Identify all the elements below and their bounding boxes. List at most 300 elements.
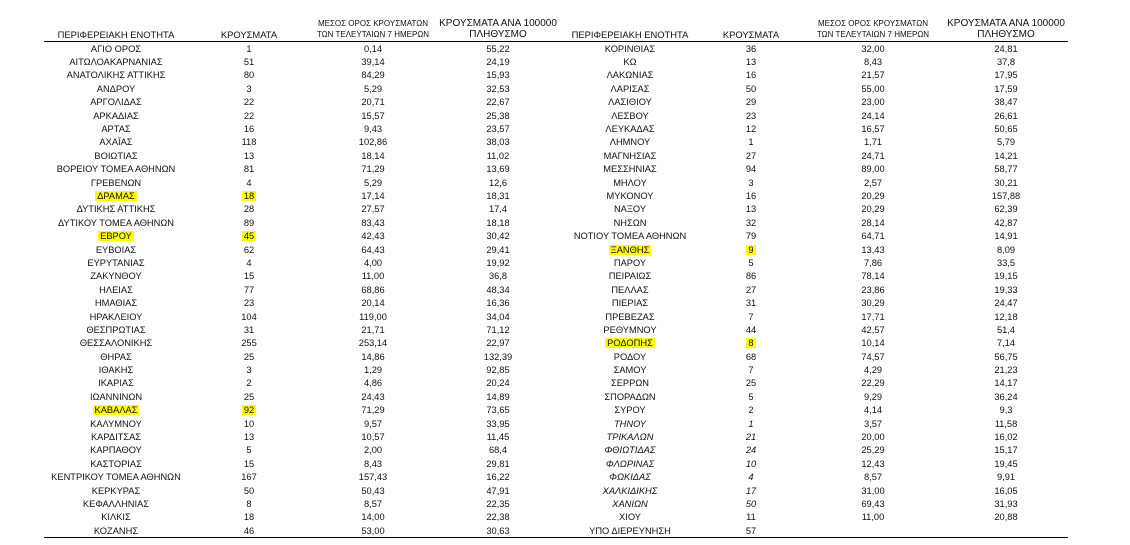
per-100k-cell xyxy=(944,136,1068,149)
avg-cell xyxy=(310,296,436,309)
region-cell-text: ΒΟΡΕΙΟΥ ΤΟΜΕΑ ΑΘΗΝΩΝ xyxy=(56,164,176,175)
cases-cell-text: 50 xyxy=(745,498,757,509)
avg-cell xyxy=(310,216,436,229)
cases-cell xyxy=(188,444,310,457)
cases-cell-text: 32 xyxy=(745,217,757,228)
table-row xyxy=(44,310,560,323)
per-100k-cell-text: 47,91 xyxy=(486,485,510,496)
table-row xyxy=(44,163,560,176)
cases-cell xyxy=(188,471,310,484)
avg-cell-text: 69,43 xyxy=(861,498,885,509)
cases-cell-text: 25 xyxy=(745,378,757,389)
avg-cell xyxy=(802,163,944,176)
per-100k-cell xyxy=(944,323,1068,336)
table-row xyxy=(44,524,560,538)
per-100k-cell xyxy=(944,457,1068,470)
cases-cell-text: 36 xyxy=(745,43,757,54)
cases-cell-text: 1 xyxy=(748,418,754,429)
per-100k-cell-text: 25,38 xyxy=(486,110,510,121)
cases-cell-text: 255 xyxy=(241,338,257,349)
cases-cell xyxy=(188,363,310,376)
avg-cell-text: 253,14 xyxy=(358,338,388,349)
region-cell xyxy=(560,511,700,524)
table-row xyxy=(44,69,560,82)
table-row xyxy=(560,69,1068,82)
cases-cell xyxy=(188,350,310,363)
cases-cell xyxy=(188,136,310,149)
per-100k-cell-text: 11,58 xyxy=(994,418,1018,429)
region-cell xyxy=(560,404,700,417)
per-100k-cell xyxy=(436,296,560,309)
region-cell-text: ΚΑΡΔΙΤΣΑΣ xyxy=(90,432,142,443)
avg-cell xyxy=(802,377,944,390)
cases-cell-text: 11 xyxy=(746,512,756,523)
per-100k-cell xyxy=(944,55,1068,68)
table-row xyxy=(560,96,1068,109)
region-cell xyxy=(44,189,188,202)
cases-cell xyxy=(700,270,802,283)
per-100k-cell-text: 34,04 xyxy=(486,311,510,322)
avg-cell-text: 1,29 xyxy=(363,365,383,376)
avg-cell xyxy=(802,82,944,95)
table-header-row xyxy=(560,18,1068,42)
cases-cell xyxy=(188,390,310,403)
cases-cell-text: 16 xyxy=(243,124,255,135)
cases-cell xyxy=(700,109,802,122)
cases-cell-text: 10 xyxy=(243,418,255,429)
region-cell-text: ΣΠΟΡΑΔΩΝ xyxy=(604,391,656,402)
avg-cell-text: 15,57 xyxy=(361,110,385,121)
table-header-row xyxy=(44,18,560,42)
avg-cell xyxy=(310,444,436,457)
region-cell-text: ΠΙΕΡΙΑΣ xyxy=(611,298,649,309)
table-row xyxy=(44,511,560,524)
avg-cell-text: 24,14 xyxy=(861,110,885,121)
avg-cell-text: 9,43 xyxy=(363,124,383,135)
region-cell-text: ΧΑΛΚΙΔΙΚΗΣ xyxy=(602,485,658,496)
region-cell xyxy=(44,363,188,376)
table-row xyxy=(560,203,1068,216)
region-cell xyxy=(560,176,700,189)
cases-cell xyxy=(700,256,802,269)
per-100k-cell xyxy=(944,216,1068,229)
region-cell xyxy=(560,296,700,309)
avg-cell-text: 50,43 xyxy=(361,485,385,496)
cases-cell xyxy=(700,96,802,109)
per-100k-cell-text: 38,03 xyxy=(486,137,510,148)
header-per-line2: ΠΛΗΘΥΣΜΟ xyxy=(469,29,527,40)
per-100k-cell xyxy=(436,229,560,242)
per-100k-cell xyxy=(436,457,560,470)
region-cell-text: ΛΑΣΙΘΙΟΥ xyxy=(608,97,652,108)
region-cell-text: ΑΧΑΪΑΣ xyxy=(99,137,133,148)
table-row xyxy=(44,203,560,216)
per-100k-cell-text: 26,61 xyxy=(994,110,1018,121)
table-row xyxy=(560,216,1068,229)
per-100k-cell-text: 68,4 xyxy=(488,445,508,456)
avg-cell xyxy=(310,430,436,443)
region-cell-text: ΦΘΙΩΤΙΔΑΣ xyxy=(604,445,656,456)
per-100k-cell-text: 19,92 xyxy=(486,257,510,268)
region-cell xyxy=(44,310,188,323)
per-100k-cell xyxy=(944,96,1068,109)
cases-cell xyxy=(188,497,310,510)
cases-cell xyxy=(700,337,802,350)
cases-cell xyxy=(188,457,310,470)
region-cell-text: ΦΛΩΡΙΝΑΣ xyxy=(605,458,655,469)
avg-cell xyxy=(802,176,944,189)
cases-cell xyxy=(700,444,802,457)
avg-cell xyxy=(310,484,436,497)
per-100k-cell xyxy=(436,484,560,497)
avg-cell xyxy=(310,417,436,430)
avg-cell-text: 20,29 xyxy=(861,190,885,201)
table-row xyxy=(44,377,560,390)
per-100k-cell-text: 14,21 xyxy=(994,150,1018,161)
avg-cell-text: 22,29 xyxy=(861,378,885,389)
cases-cell xyxy=(188,96,310,109)
per-100k-cell-text: 7,14 xyxy=(996,338,1016,349)
region-cell-text: ΜΗΛΟΥ xyxy=(613,177,647,188)
per-100k-cell xyxy=(944,149,1068,162)
cases-cell xyxy=(188,243,310,256)
cases-cell-text: 3 xyxy=(748,177,754,188)
table-row xyxy=(44,497,560,510)
cases-cell xyxy=(700,323,802,336)
avg-cell xyxy=(310,82,436,95)
cases-cell-text: 3 xyxy=(246,83,252,94)
per-100k-cell xyxy=(436,444,560,457)
per-100k-cell-text: 55,22 xyxy=(486,43,510,54)
avg-cell-text: 10,14 xyxy=(861,338,885,349)
per-100k-cell xyxy=(436,216,560,229)
cases-cell-text: 4 xyxy=(748,472,754,483)
avg-cell-text: 68,86 xyxy=(361,284,385,295)
per-100k-cell-text: 15,93 xyxy=(486,70,510,81)
table-row xyxy=(44,390,560,403)
cases-cell xyxy=(188,122,310,135)
avg-cell xyxy=(802,296,944,309)
region-cell-text: ΥΠΟ ΔΙΕΡΕΥΝΗΣΗ xyxy=(589,525,671,536)
region-cell-text: ΗΜΑΘΙΑΣ xyxy=(94,298,138,309)
region-cell-text: ΑΡΚΑΔΙΑΣ xyxy=(93,110,139,121)
cases-cell xyxy=(700,296,802,309)
region-cell xyxy=(560,189,700,202)
cases-cell-text: 24 xyxy=(745,445,757,456)
region-cell-text: ΚΕΡΚΥΡΑΣ xyxy=(91,485,141,496)
per-100k-cell-text: 20,24 xyxy=(486,378,510,389)
header-avg-line1: ΜΕΣΟΣ ΟΡΟΣ ΚΡΟΥΣΜΑΤΩΝ xyxy=(817,19,929,28)
region-cell xyxy=(44,390,188,403)
region-cell-text: ΞΑΝΘΗΣ xyxy=(610,244,650,255)
avg-cell-text: 20,00 xyxy=(861,432,885,443)
region-cell-text: ΜΥΚΟΝΟΥ xyxy=(606,190,654,201)
cases-cell-text: 80 xyxy=(243,70,255,81)
cases-cell-text: 13 xyxy=(243,150,255,161)
per-100k-cell xyxy=(436,243,560,256)
per-100k-cell xyxy=(436,96,560,109)
region-cell-text: ΚΑΒΑΛΑΣ xyxy=(94,405,138,416)
avg-cell-text: 42,57 xyxy=(861,324,885,335)
region-cell-text: ΠΡΕΒΕΖΑΣ xyxy=(605,311,655,322)
region-cell xyxy=(560,430,700,443)
per-100k-cell-text: 9,91 xyxy=(996,472,1016,483)
per-100k-cell-text: 33,95 xyxy=(486,418,510,429)
per-100k-cell-text: 157,88 xyxy=(991,190,1021,201)
avg-cell xyxy=(802,229,944,242)
header-per-line1: ΚΡΟΥΣΜΑΤΑ ΑΝΑ 100000 xyxy=(947,18,1065,29)
table-row xyxy=(560,243,1068,256)
per-100k-cell xyxy=(436,323,560,336)
table-row xyxy=(560,471,1068,484)
region-cell xyxy=(44,270,188,283)
region-cell xyxy=(44,323,188,336)
cases-cell-text: 1 xyxy=(246,43,252,54)
avg-cell-text: 21,57 xyxy=(861,70,885,81)
cases-cell xyxy=(188,484,310,497)
avg-cell xyxy=(802,497,944,510)
table-row xyxy=(44,136,560,149)
per-100k-cell xyxy=(436,69,560,82)
region-cell xyxy=(560,270,700,283)
avg-cell xyxy=(310,471,436,484)
region-cell-text: ΚΟΡΙΝΘΙΑΣ xyxy=(604,43,656,54)
cases-cell xyxy=(700,163,802,176)
cases-cell xyxy=(188,203,310,216)
per-100k-cell-text: 92,85 xyxy=(486,365,510,376)
region-cell xyxy=(560,310,700,323)
avg-cell xyxy=(802,404,944,417)
table-row xyxy=(560,109,1068,122)
region-cell xyxy=(560,337,700,350)
region-cell xyxy=(560,243,700,256)
region-cell-text: ΔΡΑΜΑΣ xyxy=(97,190,135,201)
cases-cell xyxy=(700,350,802,363)
region-cell-text: ΗΛΕΙΑΣ xyxy=(99,284,133,295)
table-row xyxy=(44,82,560,95)
per-100k-cell xyxy=(436,42,560,56)
avg-cell xyxy=(802,430,944,443)
avg-cell xyxy=(310,363,436,376)
per-100k-cell-text: 18,31 xyxy=(486,190,510,201)
cases-cell-text: 15 xyxy=(243,271,255,282)
avg-cell xyxy=(802,42,944,56)
table-row xyxy=(560,82,1068,95)
avg-cell-text: 7,86 xyxy=(863,257,883,268)
table-row xyxy=(44,484,560,497)
cases-cell-text: 15 xyxy=(243,458,255,469)
avg-cell-text: 78,14 xyxy=(861,271,885,282)
avg-cell-text: 119,00 xyxy=(359,311,387,322)
table-row xyxy=(44,122,560,135)
cases-cell xyxy=(700,283,802,296)
cases-cell xyxy=(188,310,310,323)
region-cell xyxy=(44,243,188,256)
per-100k-cell xyxy=(944,511,1068,524)
avg-cell-text: 4,14 xyxy=(863,405,883,416)
header-per-100k xyxy=(944,18,1068,42)
table-row xyxy=(44,176,560,189)
region-cell-text: ΑΡΤΑΣ xyxy=(101,124,131,135)
per-100k-cell-text: 62,39 xyxy=(994,204,1018,215)
cases-cell xyxy=(700,122,802,135)
region-cell xyxy=(560,457,700,470)
table-row xyxy=(560,189,1068,202)
region-cell xyxy=(44,149,188,162)
region-cell xyxy=(44,229,188,242)
table-row xyxy=(44,350,560,363)
region-cell xyxy=(560,96,700,109)
avg-cell-text: 74,57 xyxy=(861,351,885,362)
region-cell xyxy=(560,82,700,95)
region-cell-text: ΤΗΝΟΥ xyxy=(613,418,647,429)
per-100k-cell-text: 22,38 xyxy=(486,512,510,523)
region-cell xyxy=(44,457,188,470)
table-row xyxy=(560,55,1068,68)
avg-cell xyxy=(802,484,944,497)
table-row xyxy=(560,497,1068,510)
avg-cell-text: 83,43 xyxy=(361,217,385,228)
region-cell xyxy=(44,404,188,417)
region-cell xyxy=(44,524,188,538)
per-100k-cell-text: 29,81 xyxy=(486,458,510,469)
region-cell xyxy=(44,203,188,216)
region-cell xyxy=(560,524,700,538)
cases-cell xyxy=(700,430,802,443)
avg-cell xyxy=(802,69,944,82)
cases-cell-text: 23 xyxy=(745,110,757,121)
region-cell xyxy=(560,484,700,497)
per-100k-cell-text: 58,77 xyxy=(994,164,1018,175)
per-100k-cell xyxy=(436,122,560,135)
region-cell-text: ΚΩ xyxy=(623,57,637,68)
cases-cell xyxy=(700,484,802,497)
cases-cell xyxy=(188,216,310,229)
region-cell-text: ΠΕΛΛΑΣ xyxy=(611,284,649,295)
table-row xyxy=(44,417,560,430)
table-row xyxy=(560,457,1068,470)
table-row xyxy=(560,256,1068,269)
table-row xyxy=(560,283,1068,296)
per-100k-cell-text: 16,36 xyxy=(486,298,510,309)
table-row xyxy=(560,136,1068,149)
table-row xyxy=(560,404,1068,417)
cases-cell-text: 77 xyxy=(243,284,255,295)
avg-cell-text: 89,00 xyxy=(861,164,885,175)
avg-cell-text: 17,71 xyxy=(861,311,885,322)
table-row xyxy=(560,350,1068,363)
avg-cell xyxy=(310,176,436,189)
region-cell-text: ΙΘΑΚΗΣ xyxy=(98,365,134,376)
cases-cell-text: 3 xyxy=(246,365,252,376)
table-row xyxy=(44,457,560,470)
avg-cell xyxy=(802,457,944,470)
per-100k-cell xyxy=(944,270,1068,283)
region-cell-text: ΘΕΣΠΡΩΤΙΑΣ xyxy=(86,324,146,335)
table-body-left xyxy=(44,42,560,538)
cases-table-right xyxy=(560,18,1068,538)
per-100k-cell xyxy=(436,270,560,283)
table-row xyxy=(44,42,560,56)
cases-cell-text: 22 xyxy=(243,110,255,121)
per-100k-cell xyxy=(944,404,1068,417)
cases-cell xyxy=(188,417,310,430)
per-100k-cell xyxy=(436,524,560,538)
region-cell-text: ΛΕΥΚΑΔΑΣ xyxy=(605,124,655,135)
cases-cell-text: 27 xyxy=(745,150,757,161)
per-100k-cell-text: 31,93 xyxy=(994,498,1018,509)
avg-cell xyxy=(310,109,436,122)
avg-cell xyxy=(802,337,944,350)
cases-cell xyxy=(188,337,310,350)
per-100k-cell xyxy=(944,163,1068,176)
avg-cell xyxy=(802,189,944,202)
avg-cell xyxy=(802,55,944,68)
region-cell-text: ΑΝΔΡΟΥ xyxy=(96,83,136,94)
cases-cell-text: 1 xyxy=(748,137,754,148)
per-100k-cell-text: 19,45 xyxy=(994,458,1018,469)
avg-cell xyxy=(802,511,944,524)
region-cell-text: ΦΩΚΙΔΑΣ xyxy=(609,472,651,483)
header-region: ΠΕΡΙΦΕΡΕΙΑΚΗ ΕΝΟΤΗΤΑ xyxy=(560,18,700,42)
region-cell xyxy=(44,417,188,430)
region-cell xyxy=(560,323,700,336)
per-100k-cell-text: 8,09 xyxy=(996,244,1016,255)
region-cell-text: ΑΙΤΩΛΟΑΚΑΡΝΑΝΙΑΣ xyxy=(69,57,163,68)
cases-cell xyxy=(700,471,802,484)
per-100k-cell-text: 42,87 xyxy=(994,217,1018,228)
cases-cell-text: 5 xyxy=(748,257,754,268)
avg-cell-text: 3,57 xyxy=(863,418,883,429)
cases-cell xyxy=(700,497,802,510)
table-row xyxy=(44,430,560,443)
avg-cell-text: 39,14 xyxy=(361,57,385,68)
cases-cell xyxy=(700,404,802,417)
avg-cell xyxy=(802,444,944,457)
table-row xyxy=(44,296,560,309)
per-100k-cell-text: 17,4 xyxy=(488,204,508,215)
table-row xyxy=(44,471,560,484)
header-avg-line1: ΜΕΣΟΣ ΟΡΟΣ ΚΡΟΥΣΜΑΤΩΝ xyxy=(317,19,429,28)
cases-cell xyxy=(188,296,310,309)
avg-cell xyxy=(310,243,436,256)
per-100k-cell xyxy=(944,42,1068,56)
cases-cell-text: 2 xyxy=(246,378,252,389)
avg-cell-text: 20,71 xyxy=(361,97,385,108)
avg-cell-text: 4,86 xyxy=(363,378,383,389)
cases-cell-text: 167 xyxy=(241,472,257,483)
per-100k-cell-text: 24,81 xyxy=(994,43,1018,54)
avg-cell xyxy=(310,283,436,296)
cases-cell-text: 16 xyxy=(745,70,757,81)
cases-cell xyxy=(188,69,310,82)
avg-cell-text: 16,57 xyxy=(861,124,885,135)
region-cell xyxy=(560,149,700,162)
avg-cell xyxy=(802,350,944,363)
avg-cell-text: 23,86 xyxy=(861,284,885,295)
avg-cell-text: 25,29 xyxy=(861,445,885,456)
region-cell-text: ΛΕΣΒΟΥ xyxy=(611,110,649,121)
table-row xyxy=(44,96,560,109)
avg-cell-text: 30,29 xyxy=(861,298,885,309)
region-cell xyxy=(560,497,700,510)
avg-cell xyxy=(310,404,436,417)
avg-cell xyxy=(310,310,436,323)
cases-cell xyxy=(700,524,802,538)
cases-cell-text: 22 xyxy=(243,97,255,108)
avg-cell xyxy=(310,189,436,202)
cases-cell xyxy=(700,417,802,430)
